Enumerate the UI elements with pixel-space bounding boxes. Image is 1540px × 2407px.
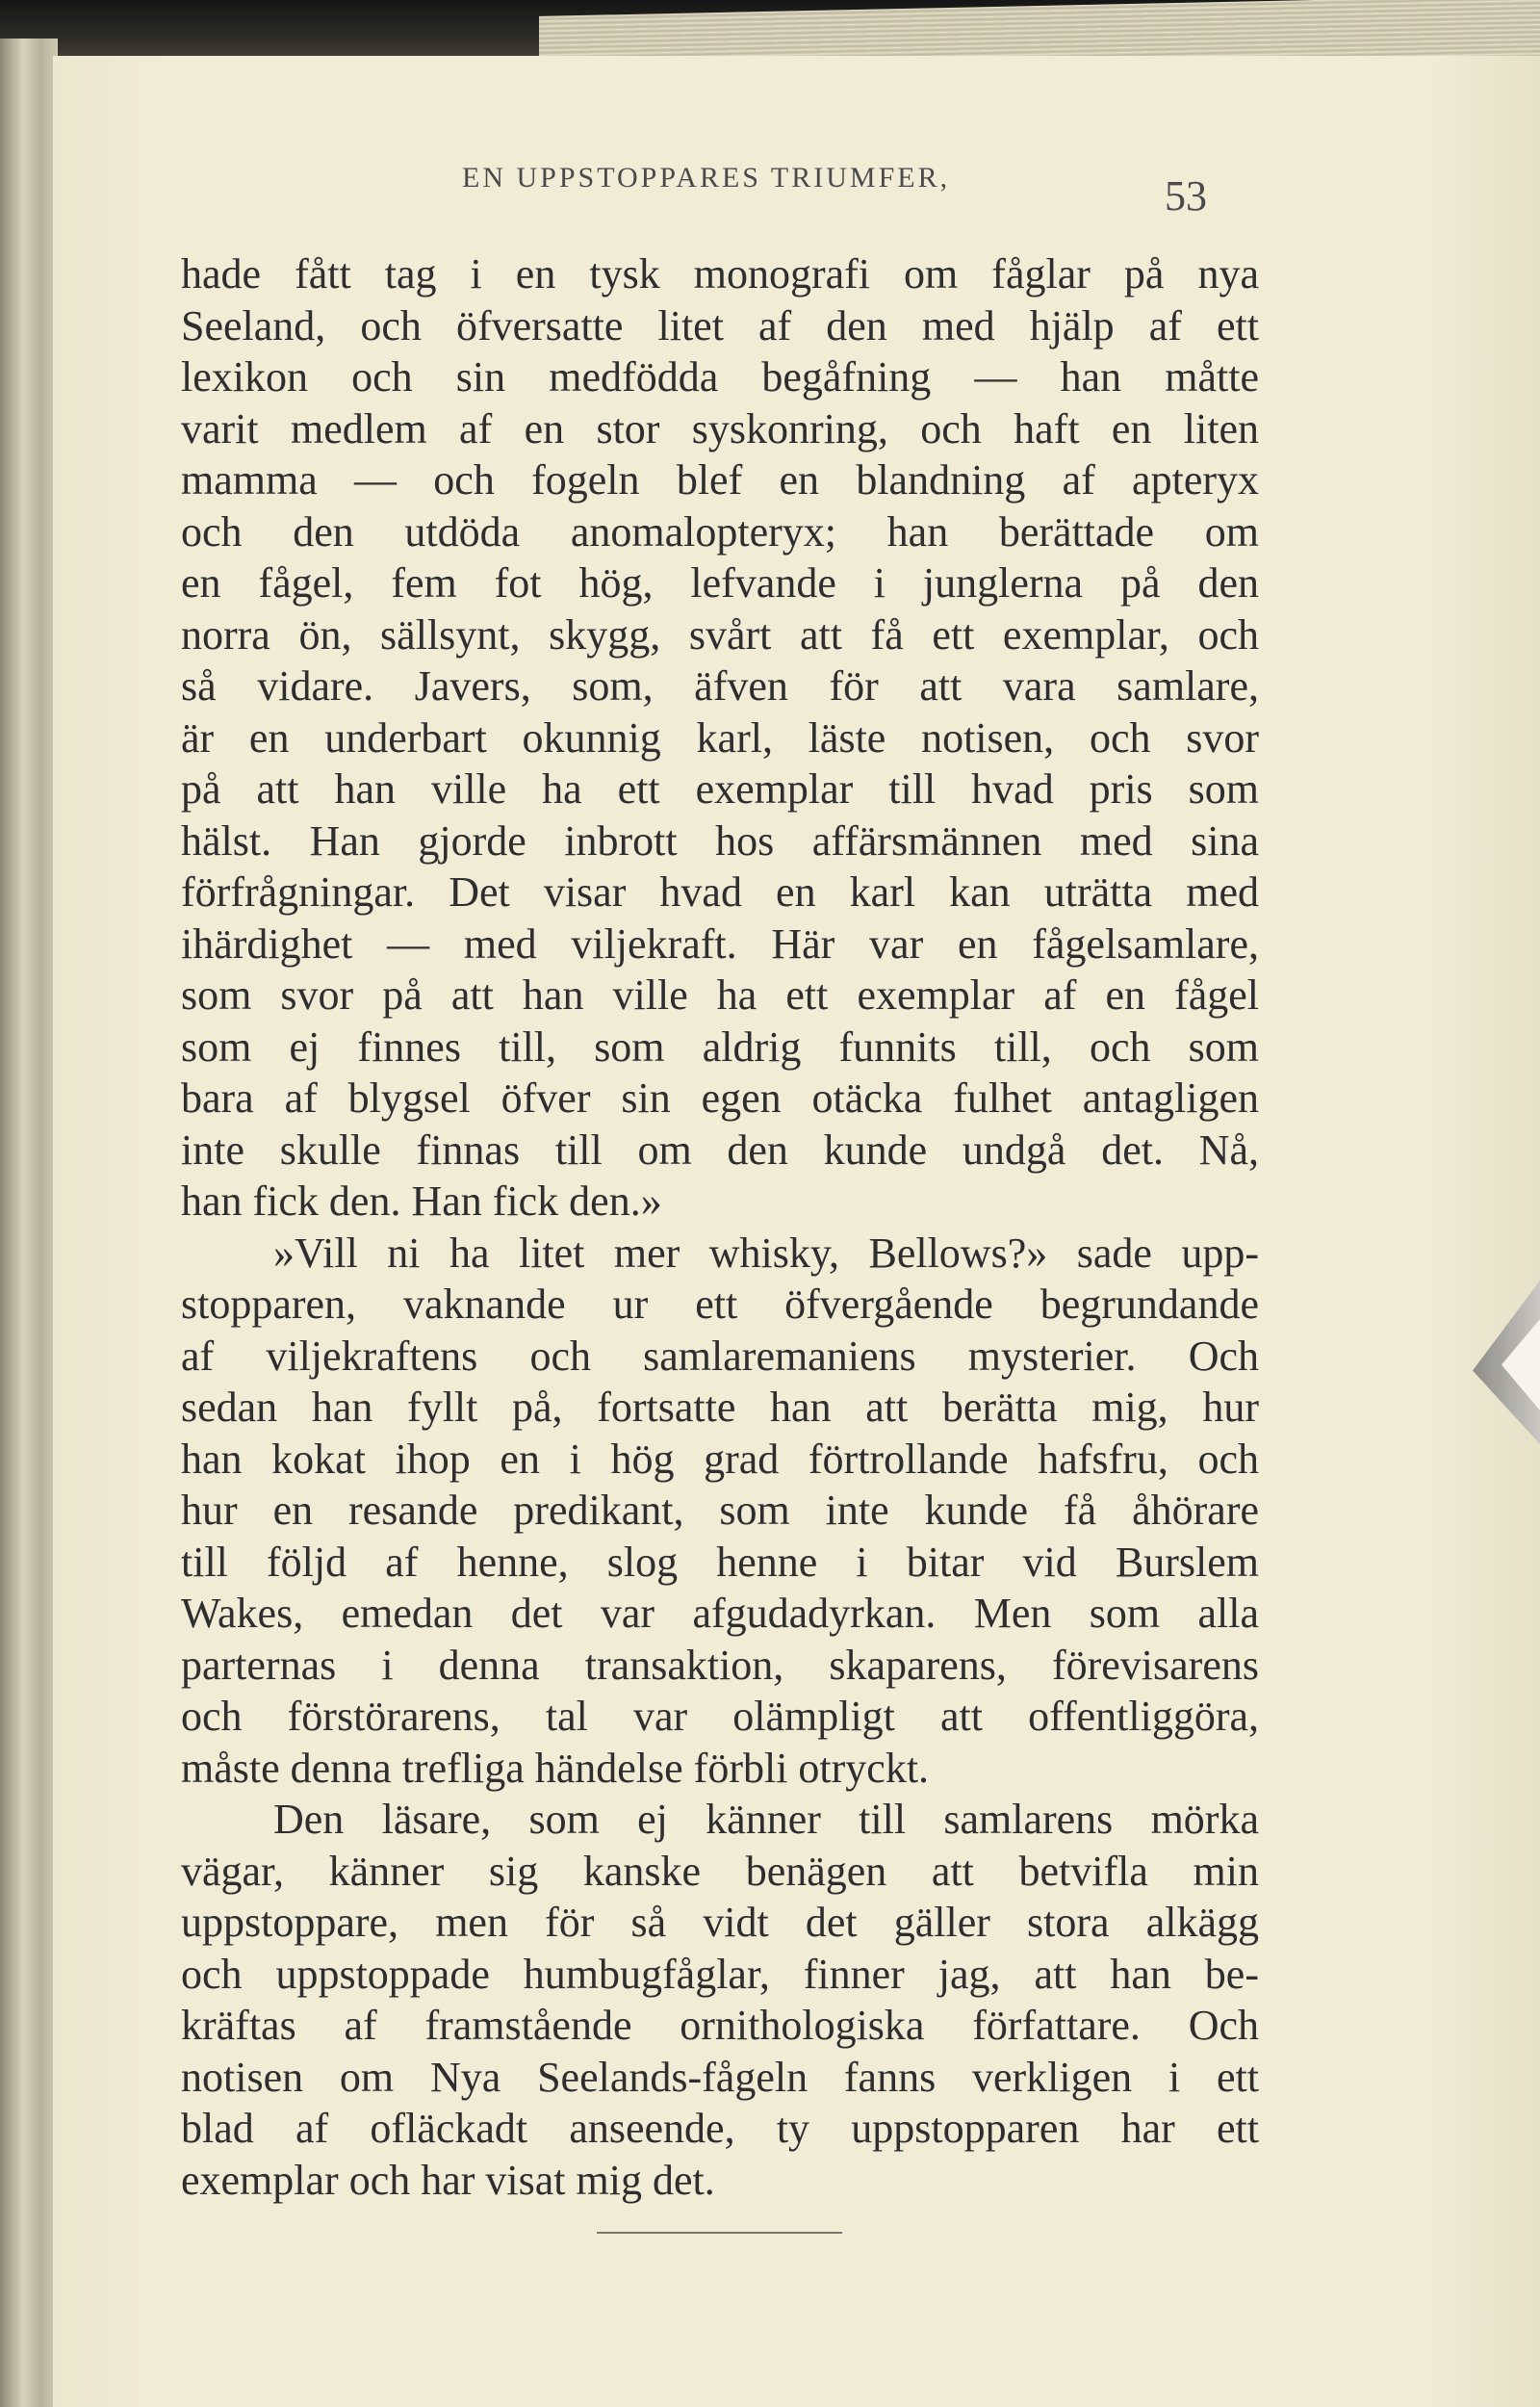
text-line: och förstörarens, tal var olämpligt att offentliggöra,	[181, 1693, 1259, 1740]
text-line: är en underbart okunnig karl, läste notisen, och svor	[181, 713, 1259, 762]
text-line: måste denna trefliga händelse förbli otryckt.	[181, 1744, 930, 1792]
text-line: af viljekraftens och samlaremaniens mysterier. Och	[181, 1332, 1259, 1380]
text-line: blad af ofläckadt anseende, ty uppstopparen har ett	[181, 2105, 1259, 2152]
text-line: han fick den. Han fick den.»	[181, 1178, 662, 1225]
text-line: hade fått tag i en tysk monografi om fåglar på nya	[181, 250, 1259, 298]
text-line: så vidare. Javers, som, äfven för att vara samlare,	[181, 662, 1259, 710]
text-line: inte skulle finnas till om den kunde undgå det. Nå,	[181, 1126, 1259, 1174]
text-line: lexikon och sin medfödda begåfning — han måtte	[181, 353, 1259, 401]
text-line: exemplar och har visat mig det.	[181, 2156, 715, 2204]
text-line: mamma — och fogeln blef en blandning af apteryx	[181, 456, 1259, 504]
paragraph	[181, 1794, 1259, 2206]
text-line: och uppstoppade humbugfåglar, finner jag, att han be-	[181, 1950, 1259, 1998]
text-line: hälst. Han gjorde inbrott hos affärsmännen med sina	[181, 816, 1259, 865]
text-line: varit medlem af en stor syskonring, och haft en liten	[181, 404, 1259, 453]
body-text	[181, 248, 1259, 2206]
text-line: notisen om Nya Seelands-fågeln fanns verkligen i ett	[181, 2053, 1259, 2101]
text-line: ihärdighet — med viljekraft. Här var en fågelsamlare,	[181, 919, 1259, 968]
paragraph	[181, 1228, 1259, 1795]
text-line: sedan han fyllt på, fortsatte han att berätta mig, hur	[181, 1384, 1259, 1431]
text-line: bara af blygsel öfver sin egen otäcka fulhet antagligen	[181, 1074, 1259, 1122]
text-line: han kokat ihop en i hög grad förtrollande hafsfru, och	[181, 1435, 1259, 1483]
text-line: som ej finnes till, som aldrig funnits till, och som	[181, 1022, 1259, 1071]
end-rule	[597, 2232, 842, 2234]
text-line: och den utdöda anomalopteryx; han berättade om	[181, 507, 1259, 556]
text-line: norra ön, sällsynt, skygg, svårt att få ett exemplar, och	[181, 610, 1259, 659]
book-binding	[0, 39, 58, 2407]
text-line: till följd af henne, slog henne i bitar vid Burslem	[181, 1538, 1259, 1586]
text-line: vägar, känner sig kanske benägen att betvifla min	[181, 1847, 1259, 1895]
text-line: en fågel, fem fot hög, lefvande i junglerna på den	[181, 559, 1259, 607]
text-line: kräftas af framstående ornithologiska författare. Och	[181, 2002, 1259, 2049]
text-line: stopparen, vaknande ur ett öfvergående begrundande	[181, 1281, 1259, 1328]
text-line: på att han ville ha ett exemplar till hvad pris som	[181, 765, 1259, 813]
text-line: »Vill ni ha litet mer whisky, Bellows?» sade upp-	[273, 1229, 1259, 1277]
page-number: 53	[1165, 172, 1207, 220]
text-line: parternas i denna transaktion, skaparens, förevisarens	[181, 1641, 1259, 1689]
text-line: Seeland, och öfversatte litet af den med hjälp af ett	[181, 301, 1259, 349]
paragraph	[181, 248, 1259, 1228]
text-line: som svor på att han ville ha ett exemplar af en fågel	[181, 971, 1259, 1019]
text-line: hur en resande predikant, som inte kunde få åhörare	[181, 1487, 1259, 1534]
text-line: Wakes, emedan det var afgudadyrkan. Men som alla	[181, 1590, 1259, 1637]
text-line: Den läsare, som ej känner till samlarens mörka	[273, 1796, 1259, 1843]
running-title: EN UPPSTOPPARES TRIUMFER,	[462, 162, 951, 194]
text-line: uppstoppare, men för så vidt det gäller stora alkägg	[181, 1899, 1259, 1946]
text-line: förfrågningar. Det visar hvad en karl kan uträtta med	[181, 868, 1259, 916]
